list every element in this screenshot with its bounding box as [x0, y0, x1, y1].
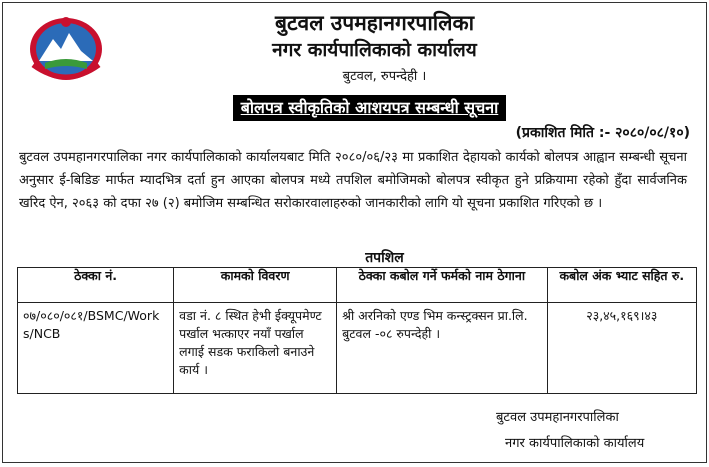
notice-document [2, 2, 707, 463]
signature-department: नगर कार्यपालिकाको कार्यालय [505, 436, 645, 451]
col-header-contract-no: ठेक्का नं. [18, 268, 174, 303]
cell-contract-no: ०७/०८०/०८१/BSMC/Works/NCB [18, 303, 174, 394]
table-row [18, 303, 697, 394]
published-date: (प्रकाशित मिति :- २०८०/०८/१०) [515, 125, 690, 141]
signature-office: बुटवल उपमहानगरपालिका [496, 410, 619, 425]
notice-title: बोलपत्र स्वीकृतिको आशयपत्र सम्बन्धी सूचना [233, 95, 507, 121]
table-header-row [18, 268, 697, 303]
cell-work-description: वडा नं. ८ स्थित हेभी ईक्यूपमेण्ट पर्खाल भत्काएर नयाँ पर्खाल लगाई सडक फराकिलो बनाउने कार्य । [174, 303, 337, 394]
cell-firm: श्री अरनिको एण्ड भिम कन्स्ट्रक्सन प्रा.लि. बुटवल -०८ रुपन्देही । [337, 303, 547, 394]
cell-amount: २३,४५,१६९।४३ [547, 303, 696, 394]
office-location: बुटवल, रुपन्देही । [342, 69, 427, 84]
col-header-work-description: कामको विवरण [174, 268, 337, 303]
table-caption: तपशिल [365, 250, 404, 266]
col-header-firm: ठेक्का कबोल गर्ने फर्मको नाम ठेगाना [337, 268, 547, 303]
notice-body: बुटवल उपमहानगरपालिका नगर कार्यपालिकाको कार्यालयबाट मिति २०८०/०६/२३ मा प्रकाशित देहायको कार्यको बोलपत्र आह्वान सम्बन्धी सूचना अनुसार ई-बिडिङ मार्फत म्यादभित्र दर्ता हुन आएका बोलपत्र मध्ये तपशिल बमोजिमको बोलपत्र स्वीकृत हुने प्रक्रियामा रहेको हुँदा सार्वजनिक खरिद ऐन, २०६३ को दफा २७ (२) बमोजिम सम्बन्धित सरोकारवालाहरुको जानकारीको लागि यो सूचना प्रकाशित गरिएको छ । [19, 150, 687, 211]
contract-table [17, 267, 697, 394]
office-title: बुटवल उपमहानगरपालिका [274, 11, 475, 35]
col-header-amount: कबोल अंक भ्याट सहित रु. [547, 268, 696, 303]
office-subtitle: नगर कार्यपालिकाको कार्यालय [272, 39, 477, 61]
